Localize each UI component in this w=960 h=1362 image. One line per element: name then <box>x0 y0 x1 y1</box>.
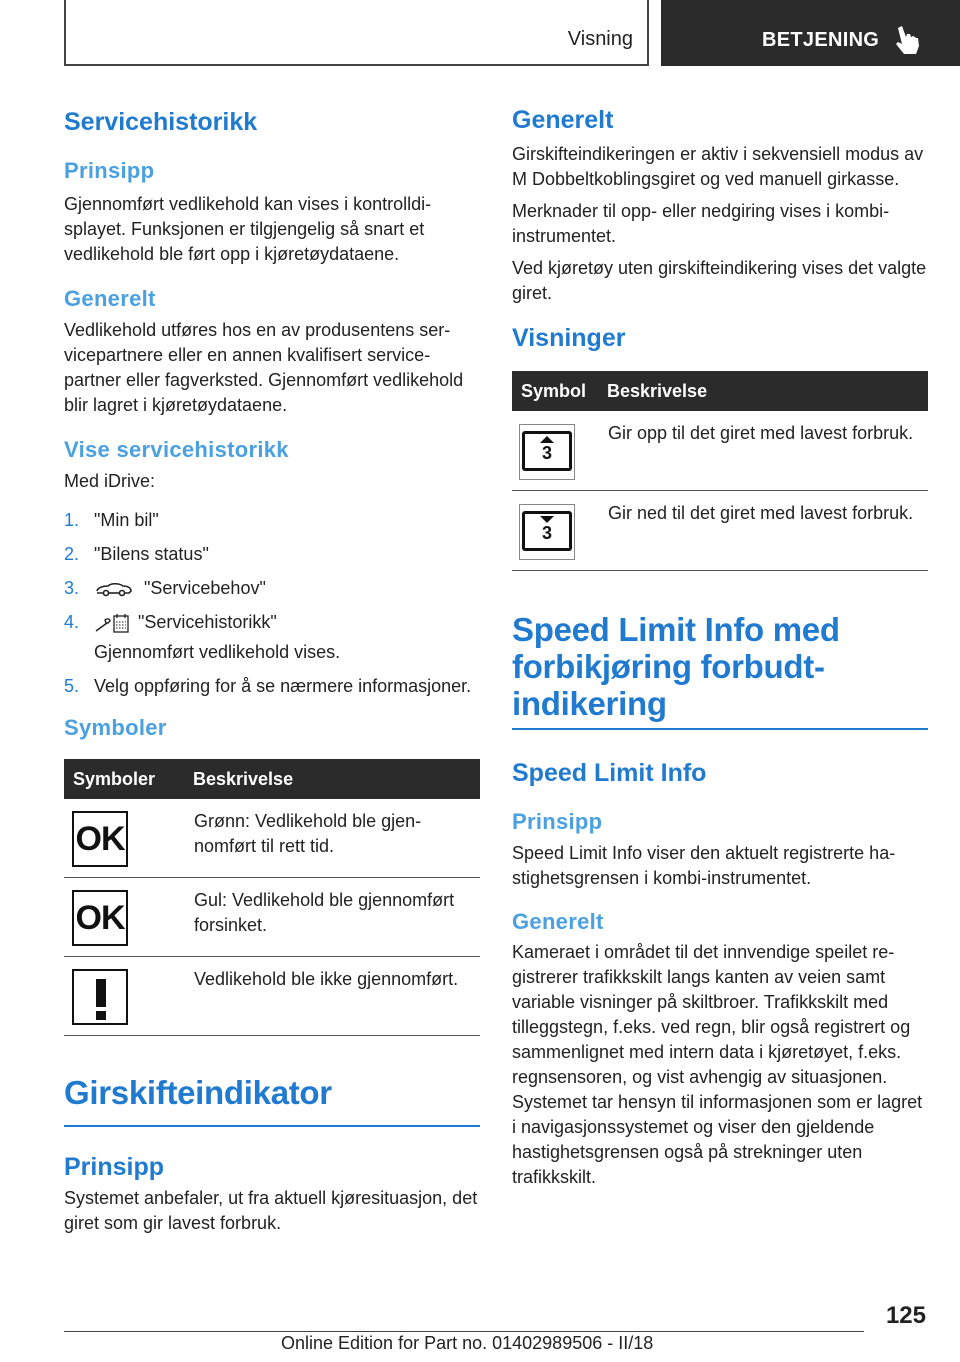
section-title-servicehistorikk: Servicehistorikk <box>64 108 258 136</box>
table-header-symbol: Symbol <box>512 371 598 411</box>
header-chapter-tab <box>661 0 960 66</box>
views-table <box>512 371 928 571</box>
footer-edition-text: Online Edition for Part no. 01402989506 - II/18 <box>281 1333 654 1353</box>
table-row <box>64 799 480 878</box>
service-history-icon <box>94 613 130 633</box>
table-cell-desc: Gul: Vedlikehold ble gjennomført forsinket. <box>184 878 480 957</box>
heading-generelt: Generelt <box>64 286 156 311</box>
heading-speed-limit-info: Speed Limit Info <box>512 759 707 787</box>
heading-symboler: Symboler <box>64 715 167 740</box>
table-header-symboler: Symboler <box>64 759 184 799</box>
heading-rule <box>512 728 928 730</box>
heading-vise-servicehistorikk: Vise servicehistorikk <box>64 437 289 462</box>
table-cell-desc: Gir opp til det giret med lavest forbruk. <box>598 411 928 491</box>
list-item: 5. Velg oppføring for å se nærmere informasjoner. <box>64 676 472 696</box>
heading-visninger: Visninger <box>512 324 626 352</box>
paragraph-generelt: Vedlikehold utføres hos en av produsentens servicepartnere eller en annen kvalifisert servicepartner eller fagverksted. Gjennomført vedlikehold blir lagret i kjøretøydataene. <box>64 320 464 415</box>
footer-rule <box>64 1331 864 1332</box>
table-cell-desc: Grønn: Vedlikehold ble gjennomført til rett tid. <box>184 799 480 878</box>
gear-up-icon: 3 <box>519 424 575 480</box>
heading-generelt-gir: Generelt <box>512 106 614 134</box>
table-row <box>64 878 480 957</box>
heading-prinsipp-sli: Prinsipp <box>512 809 603 834</box>
left-column <box>64 100 480 1236</box>
heading-prinsipp-gir: Prinsipp <box>64 1153 165 1181</box>
list-item: 3. "Servicebehov" <box>64 578 266 598</box>
paragraph-sli-prinsipp: Speed Limit Info viser den aktuelt registrerte hastighetsgrensen i kombi-instrumentet. <box>512 843 896 888</box>
car-icon <box>94 581 134 597</box>
list-item: 1. "Min bil" <box>64 510 159 530</box>
table-row <box>64 957 480 1036</box>
header-section-tab <box>64 0 649 66</box>
paragraph-generelt-gir-2: Merknader til opp- eller nedgiring vises i kombiinstrumentet. <box>512 201 890 246</box>
header-chapter-label: BETJENING <box>762 29 880 51</box>
ok-green-icon: OK <box>72 811 128 867</box>
section-title-girskifteindikator: Girskifteindikator <box>64 1074 332 1111</box>
heading-prinsipp: Prinsipp <box>64 158 155 183</box>
heading-generelt-sli: Generelt <box>512 909 604 934</box>
list-item: 4. "Servicehistorikk" Gjennomført vedlikehold vises. <box>64 610 480 665</box>
paragraph-generelt-gir-3: Ved kjøretøy uten girskifteindikering vises det valgte giret. <box>512 258 927 303</box>
page-number: 125 <box>885 1302 926 1329</box>
table-row <box>512 411 928 491</box>
table-row <box>512 491 928 571</box>
list-item: 2. "Bilens status" <box>64 544 209 564</box>
symbols-table <box>64 759 480 1036</box>
table-cell-desc: Vedlikehold ble ikke gjennomført. <box>184 957 480 1036</box>
right-column <box>512 100 928 1190</box>
section-title-speed-limit-info: Speed Limit Info med forbikjøring forbudt-indikering <box>512 611 840 722</box>
header-section-label: Visning <box>567 28 633 50</box>
gear-down-icon: 3 <box>519 504 575 560</box>
ok-yellow-icon: OK <box>72 890 128 946</box>
table-header-beskrivelse: Beskrivelse <box>598 371 928 411</box>
exclamation-icon <box>72 969 128 1025</box>
step-note: Gjennomført vedlikehold vises. <box>94 642 341 662</box>
paragraph-gir-prinsipp: Systemet anbefaler, ut fra aktuell kjøresituasjon, det giret som gir lavest forbruk. <box>64 1188 478 1233</box>
heading-rule <box>64 1125 480 1127</box>
paragraph-sli-generelt: Kameraet i området til det innvendige speilet registrerer trafikkskilt langs kanten av veien samt variable visninger på skiltbroer. Trafikkskilt med tilleggstegn, f.eks. ved regn, blir også registrert og sammenlignet med intern data i kjøretøyet, f.eks. regnsensoren, og vist avhengig av situasjonen. Systemet tar hensyn til informasjonen som er lagret i navigasjonssystemet og viser den gjeldende hastighetsgrensen også på strekninger uten trafikkskilt. <box>512 942 923 1187</box>
table-cell-desc: Gir ned til det giret med lavest forbruk. <box>598 491 928 571</box>
steps-list <box>64 508 480 699</box>
table-header-beskrivelse: Beskrivelse <box>184 759 480 799</box>
hand-pointer-icon <box>892 24 922 58</box>
paragraph-med-idrive: Med iDrive: <box>64 471 156 491</box>
paragraph-prinsipp: Gjennomført vedlikehold kan vises i kontrolldisplayet. Funksjonen er tilgjengelig så snart et vedlikehold ble ført opp i kjøretøydataene. <box>64 194 432 264</box>
paragraph-generelt-gir-1: Girskifteindikeringen er aktiv i sekvensiell modus av M Dobbeltkoblingsgiret og ved manuell girkasse. <box>512 144 924 189</box>
